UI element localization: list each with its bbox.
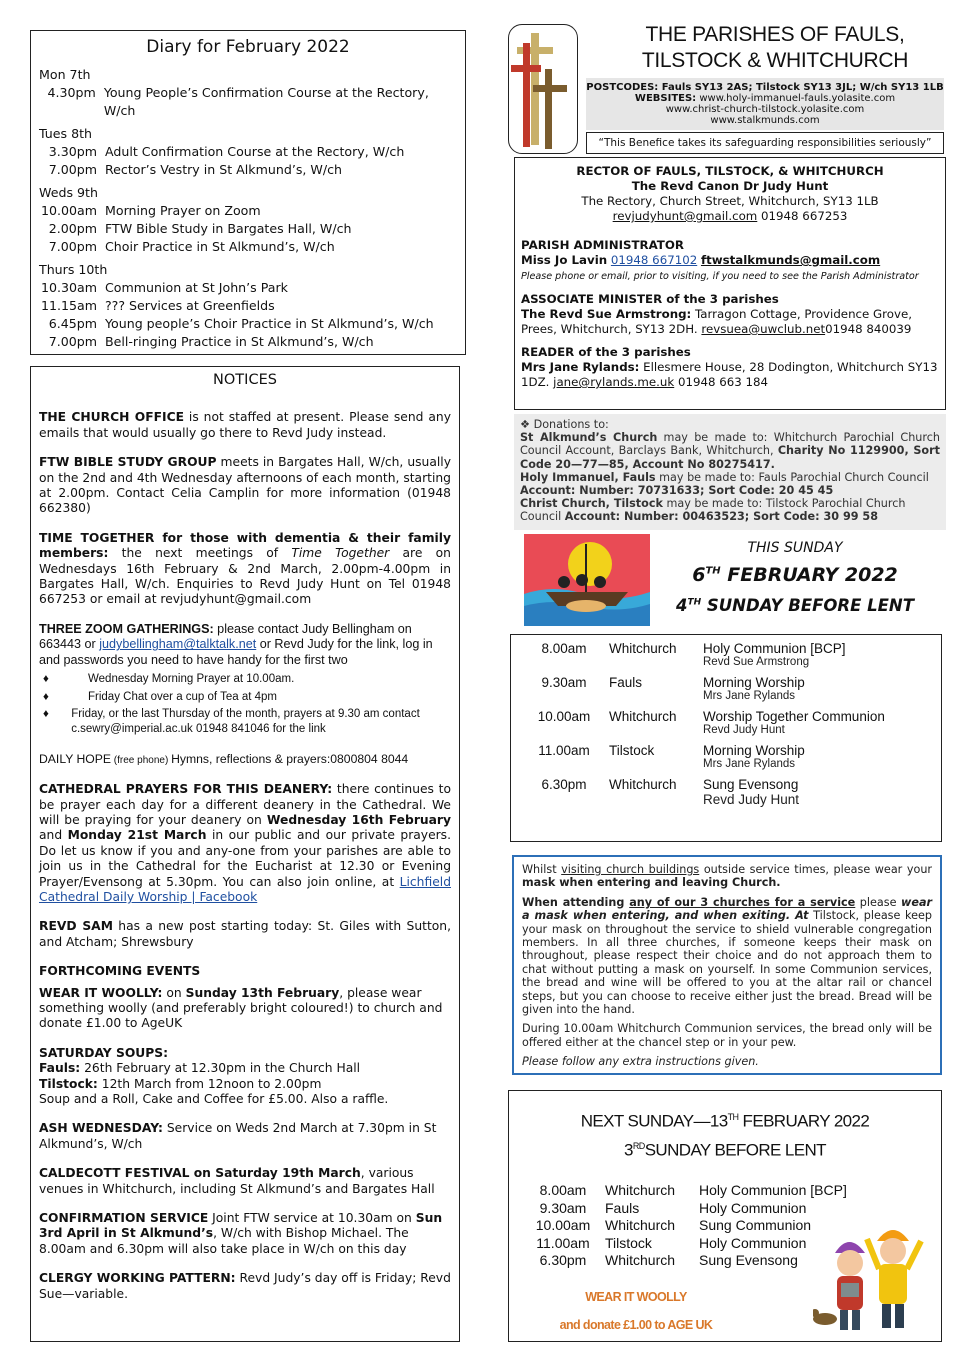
this-sunday-label: THIS SUNDAY xyxy=(747,540,843,556)
diary-day: Weds 9th xyxy=(39,185,98,200)
notice-confirmation: CONFIRMATION SERVICE Joint FTW service at 10.30am on Sun 3rd April in St Alkmund’s, W/ch with Bishop Michael. The 8.00am and 6.30pm will also take place in W/ch on this day xyxy=(39,1211,443,1256)
notices-box xyxy=(30,366,460,1342)
zoom-bullet-list xyxy=(39,672,451,738)
next-service-service: Holy Communion xyxy=(699,1234,807,1251)
notice-revd-sam: REVD SAM has a new post starting today: St. Giles with Sutton, and Atcham; Shrewsbury xyxy=(39,919,451,949)
rector-email[interactable]: revjudyhunt@gmail.com xyxy=(612,209,758,223)
next-service-service: Sung Evensong xyxy=(699,1252,798,1269)
admin-email[interactable]: ftwstalkmunds@gmail.com xyxy=(700,253,881,267)
zoom-bullet-text: Wednesday Morning Prayer at 10.00am. xyxy=(88,673,295,686)
next-service-row xyxy=(521,1200,929,1218)
associate-block: ASSOCIATE MINISTER of the 3 parishes The Revd Sue Armstrong: Tarragon Cottage, Providence Grove, Prees, Whitchurch, SY13 2DH. revsuea@uwclub.net01948 840039 xyxy=(521,292,912,336)
diary-box xyxy=(30,30,466,355)
next-service-place: Whitchurch xyxy=(605,1182,676,1199)
donation-holy-immanuel: Holy Immanuel, Fauls may be made to: Fauls Parochial Church Council Account: Number: 70731633; Sort Code: 20 45 45 xyxy=(520,470,929,498)
next-service-service: Sung Communion xyxy=(699,1217,812,1234)
service-name: Morning Worship xyxy=(703,743,805,758)
diary-day: Tues 8th xyxy=(39,126,93,141)
diary-day: Thurs 10th xyxy=(39,262,108,277)
donation-christ-church: Christ Church, Tilstock may be made to: Tilstock Parochial Church Council Account: Number: 00463523; Sort Code: 30 99 58 xyxy=(520,497,906,524)
diary-event-time: 4.30pm xyxy=(47,85,96,100)
diary-event-text: Rector’s Vestry in St Alkmund’s, W/ch xyxy=(105,162,342,177)
service-name: Morning Worship xyxy=(703,675,805,690)
mask-p1: Whilst visiting church buildings outside service times, please wear your mask when entering and leaving Church. xyxy=(522,863,933,890)
service-leader: Mrs Jane Rylands xyxy=(703,690,796,702)
notice-church-office: THE CHURCH OFFICE is not staffed at present. Please send any emails that would usually go there to Revd Judy instead. xyxy=(39,410,451,440)
zoom-email-link[interactable]: judybellingham@talktalk.net xyxy=(99,637,257,652)
diary-event-time: 11.15am xyxy=(40,298,97,313)
postcodes-websites xyxy=(586,78,944,130)
this-sunday-services xyxy=(510,634,942,842)
diary-event-time: 6.45pm xyxy=(48,316,97,331)
donations-box xyxy=(514,414,946,530)
next-service-service: Holy Communion xyxy=(699,1199,807,1216)
diary-event-time: 3.30pm xyxy=(48,144,97,159)
service-place: Whitchurch xyxy=(609,777,677,792)
diary-title: Diary for February 2022 xyxy=(146,37,350,57)
service-leader: Revd Judy Hunt xyxy=(703,792,800,807)
title-line-2: TILSTOCK & WHITCHURCH xyxy=(641,49,909,72)
forthcoming-events-heading: FORTHCOMING EVENTS xyxy=(39,964,201,979)
service-name: Worship Together Communion xyxy=(703,709,885,724)
next-service-time: 6.30pm xyxy=(539,1252,587,1269)
notice-cathedral-prayers: CATHEDRAL PRAYERS FOR THIS DEANERY: there continues to be prayer each day for a different deanery in the Cathedral. We will be praying for your deanery on Wednesday 16th February and Monday 21st March in our public and our private prayers. Do let us know if you and any-one from your parishes are able to join us in the Cathedral for the Eucharist at 12.30 or Evening Prayer/Evensong at 5.30pm. You can also join online, at Lichfield Cathedral Daily Worship | Facebook xyxy=(39,782,452,904)
diary-event-time: 10.00am xyxy=(40,203,97,218)
diamond-bullet-icon: ♦ xyxy=(43,673,49,686)
service-time: 11.00am xyxy=(538,743,590,758)
zoom-bullet-text: Friday, or the last Thursday of the month, prayers at 9.30 am contact c.sewry@imperial.ac.uk 01948 841046 for the link xyxy=(71,707,420,736)
next-service-place: Whitchurch xyxy=(605,1252,676,1269)
service-leader: Revd Judy Hunt xyxy=(703,724,785,736)
next-service-row xyxy=(521,1182,929,1200)
notice-zoom: THREE ZOOM GATHERINGS: please contact Judy Bellingham on 663443 or judybellingham@talktalk.net or Revd Judy for the link, log in and passwords you need to have handy for the first two xyxy=(39,621,433,667)
crosses-logo xyxy=(508,24,578,154)
service-detail xyxy=(703,675,933,702)
service-detail xyxy=(703,777,933,807)
service-time: 10.00am xyxy=(537,709,591,724)
diary-event-text: FTW Bible Study in Bargates Hall, W/ch xyxy=(105,221,352,236)
service-time: 9.30am xyxy=(541,675,587,690)
this-sunday-heading xyxy=(660,540,930,615)
diary-event xyxy=(39,84,457,120)
notice-wear-it-woolly: WEAR IT WOOLLY: on Sunday 13th February, please wear something woolly (and preferably bright coloured!) to church and donate £1.00 to AgeUK xyxy=(39,985,443,1031)
notice-bible-study: FTW BIBLE STUDY GROUP meets in Bargates Hall, W/ch, usually on the 2nd and 4th Wednesday afternoons of each month, starting at 2.00pm. Contact Celia Camplin for more information (01948 662380) xyxy=(39,455,451,516)
diary-event xyxy=(39,238,457,256)
mask-notice xyxy=(512,855,942,1075)
websites-label: WEBSITES: xyxy=(634,93,697,104)
diary-event xyxy=(39,202,457,220)
service-row xyxy=(519,743,933,770)
cathedral-facebook-link[interactable]: Lichfield Cathedral Daily Worship | Facebook xyxy=(39,874,451,904)
parish-title xyxy=(590,22,960,74)
next-woolly-donate: and donate £1.00 to AGE UK xyxy=(559,1317,713,1332)
zoom-bullet xyxy=(39,672,451,687)
next-sunday-week: 3RDSUNDAY BEFORE LENT xyxy=(624,1140,826,1160)
service-leader: Mrs Jane Rylands xyxy=(703,758,796,770)
service-row xyxy=(519,709,933,736)
reader-email[interactable]: jane@rylands.me.uk xyxy=(553,375,675,389)
diary-event xyxy=(39,297,457,315)
notice-caldecott: CALDECOTT FESTIVAL on Saturday 19th March, various venues in Whitchurch, including St Alkmund’s and Bargates Hall xyxy=(39,1166,435,1196)
this-sunday-date: 6TH FEBRUARY 2022 xyxy=(692,564,898,586)
safeguarding-quote: “This Benefice takes its safeguarding responsibilities seriously” xyxy=(586,132,944,154)
diary-event-text: Adult Confirmation Course at the Rectory, W/ch xyxy=(105,144,405,159)
service-time: 6.30pm xyxy=(541,777,587,792)
next-sunday-box xyxy=(508,1090,942,1342)
mask-p3: During 10.00am Whitchurch Communion services, the bread only will be offered either at the chancel step or in your pew. xyxy=(522,1022,932,1049)
title-line-1: THE PARISHES OF FAULS, xyxy=(645,23,905,46)
service-row xyxy=(519,675,933,702)
diary-event-time: 7.00pm xyxy=(48,162,97,177)
next-service-time: 10.00am xyxy=(535,1217,591,1234)
service-name: Sung Evensong xyxy=(703,777,799,792)
diary-event xyxy=(39,333,457,351)
diary-event-time: 7.00pm xyxy=(48,239,97,254)
zoom-bullet xyxy=(39,690,451,705)
service-time: 8.00am xyxy=(541,641,587,656)
service-place: Fauls xyxy=(609,675,643,690)
next-woolly-title: WEAR IT WOOLLY xyxy=(585,1289,687,1304)
next-service-place: Fauls xyxy=(605,1199,640,1216)
notice-clergy-pattern: CLERGY WORKING PATTERN: Revd Judy’s day off is Friday; Revd Sue—variable. xyxy=(39,1271,451,1301)
diary-event-time: 10.30am xyxy=(40,280,97,295)
reader-block: READER of the 3 parishes Mrs Jane Rylands: Ellesmere House, 28 Dodington, Whitchurch SY13 1DZ. jane@rylands.me.uk 01948 663 184 xyxy=(521,345,938,389)
service-leader: Revd Sue Armstrong xyxy=(703,656,810,668)
diary-event xyxy=(39,143,457,161)
notice-saturday-soups: SATURDAY SOUPS: Fauls: 26th February at 12.30pm in the Church Hall Tilstock: 12th March from 12noon to 2.00pm Soup and a Roll, Cake and Coffee for £5.00. Also a raffle. xyxy=(39,1045,389,1107)
notice-ash-wednesday: ASH WEDNESDAY: Service on Weds 2nd March at 7.30pm in St Alkmund’s, W/ch xyxy=(39,1121,437,1151)
website-fauls[interactable]: www.holy-immanuel-fauls.yolasite.com xyxy=(699,93,896,104)
postcodes: POSTCODES: Fauls SY13 2AS; Tilstock SY13 3JL; W/ch SY13 1LB xyxy=(586,82,944,93)
diary-event-text: Communion at St John’s Park xyxy=(105,280,288,295)
website-tilstock[interactable]: www.christ-church-tilstock.yolasite.com xyxy=(665,104,865,115)
notice-daily-hope: DAILY HOPE (free phone) Hymns, reflections & prayers:0800804 8044 xyxy=(39,751,409,766)
associate-email[interactable]: revsuea@uwclub.net xyxy=(701,322,826,336)
diamond-bullet-icon: ♦ xyxy=(43,690,49,703)
next-sunday-heading: NEXT SUNDAY—13TH FEBRUARY 2022 xyxy=(580,1111,870,1131)
service-row xyxy=(519,777,933,807)
service-name: Holy Communion [BCP] xyxy=(703,641,846,656)
diary-days xyxy=(39,67,457,351)
admin-block: PARISH ADMINISTRATOR Miss Jo Lavin 01948 667102 ftwstalkmunds@gmail.com Please phone or email, prior to visiting, if you need to see the Parish Administrator xyxy=(521,238,919,282)
crosses-logo-icon xyxy=(509,25,577,153)
service-place: Whitchurch xyxy=(609,641,677,656)
rector-block: RECTOR OF FAULS, TILSTOCK, & WHITCHURCH The Revd Canon Dr Judy Hunt The Rectory, Church Street, Whitchurch, SY13 1LB revjudyhunt@gmail.com 01948 667253 xyxy=(576,164,884,223)
diary-event-text: ??? Services at Greenfields xyxy=(105,298,275,313)
diary-day: Mon 7th xyxy=(39,67,91,82)
website-stalkmunds[interactable]: www.stalkmunds.com xyxy=(710,115,820,126)
notice-time-together: TIME TOGETHER for those with dementia & their family members: the next meetings of Time Together are on Wednesdays 16th February & 2nd March, 2.00pm-4.00pm in Bargates Hall, W/ch. Enquiries to Revd Judy Hunt on Tel 01948 667253 or email at revjudyhunt@gmail.com xyxy=(39,530,451,607)
service-row xyxy=(519,641,933,668)
diary-event xyxy=(39,220,457,238)
diary-event-text: Choir Practice in St Alkmund’s, W/ch xyxy=(105,239,335,254)
diary-event-text: Young People’s Confirmation Course at the Rectory, W/ch xyxy=(103,85,429,118)
this-sunday-week: 4TH SUNDAY BEFORE LENT xyxy=(676,596,914,615)
woolly-kids-illustration xyxy=(813,1219,933,1337)
diary-event xyxy=(39,315,457,333)
diary-event-text: Morning Prayer on Zoom xyxy=(105,203,261,218)
service-place: Tilstock xyxy=(609,743,655,758)
diary-event-text: Bell-ringing Practice in St Alkmund’s, W/ch xyxy=(105,334,374,349)
contacts-box xyxy=(514,157,946,410)
mask-p2: When attending any of our 3 churches for a service please wear a mask when entering, and when exiting. At Tilstock, please keep your mask on throughout the service to shield vulnerable congregation members. In all three churches, if someone keeps their mask on throughout, please respect their choice and do not approach them to chat without putting a mask on yourself. In some Communion services, the bread and wine will be offered to you at the altar rail or chancel steps, but you can choose to receive either just the bread. Bread will be given into the hand. xyxy=(522,895,933,1017)
next-woolly-block xyxy=(521,1290,751,1332)
service-detail xyxy=(703,641,933,668)
diary-event xyxy=(39,161,457,179)
admin-phone[interactable]: 01948 667102 xyxy=(610,253,698,267)
next-service-place: Tilstock xyxy=(605,1234,652,1251)
donations-heading: ❖ Donations to: xyxy=(520,418,609,431)
service-detail xyxy=(703,709,933,736)
service-detail xyxy=(703,743,933,770)
diary-event-time: 2.00pm xyxy=(48,221,97,236)
donation-st-alkmunds: St Alkmund’s Church may be made to: Whitchurch Parochial Church Council Account, Barclays Bank, Whitchurch, Charity No 1129900, Sort Code 20—77—85, Account No 80275417. xyxy=(520,431,940,471)
zoom-bullet xyxy=(39,707,451,738)
boat-illustration xyxy=(524,534,650,626)
diamond-bullet-icon: ♦ xyxy=(43,707,49,720)
diary-event xyxy=(39,279,457,297)
next-service-place: Whitchurch xyxy=(605,1217,676,1234)
mask-p4: Please follow any extra instructions given. xyxy=(522,1055,759,1069)
zoom-bullet-text: Friday Chat over a cup of Tea at 4pm xyxy=(88,690,277,703)
service-place: Whitchurch xyxy=(609,709,677,724)
next-service-service: Holy Communion [BCP] xyxy=(699,1182,847,1199)
notices-title: NOTICES xyxy=(213,372,277,388)
next-service-time: 9.30am xyxy=(539,1199,587,1216)
diary-event-time: 7.00pm xyxy=(48,334,97,349)
next-service-time: 8.00am xyxy=(539,1182,587,1199)
next-service-time: 11.00am xyxy=(536,1234,590,1251)
diary-event-text: Young people’s Choir Practice in St Alkmund’s, W/ch xyxy=(105,316,434,331)
